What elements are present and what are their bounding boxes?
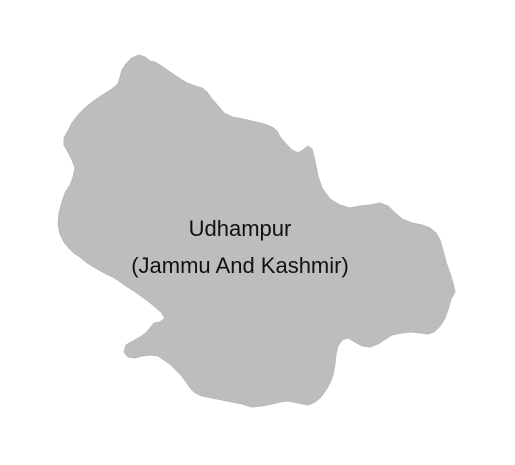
region-state-label: (Jammu And Kashmir) xyxy=(131,253,349,278)
region-name-label: Udhampur xyxy=(188,216,292,241)
